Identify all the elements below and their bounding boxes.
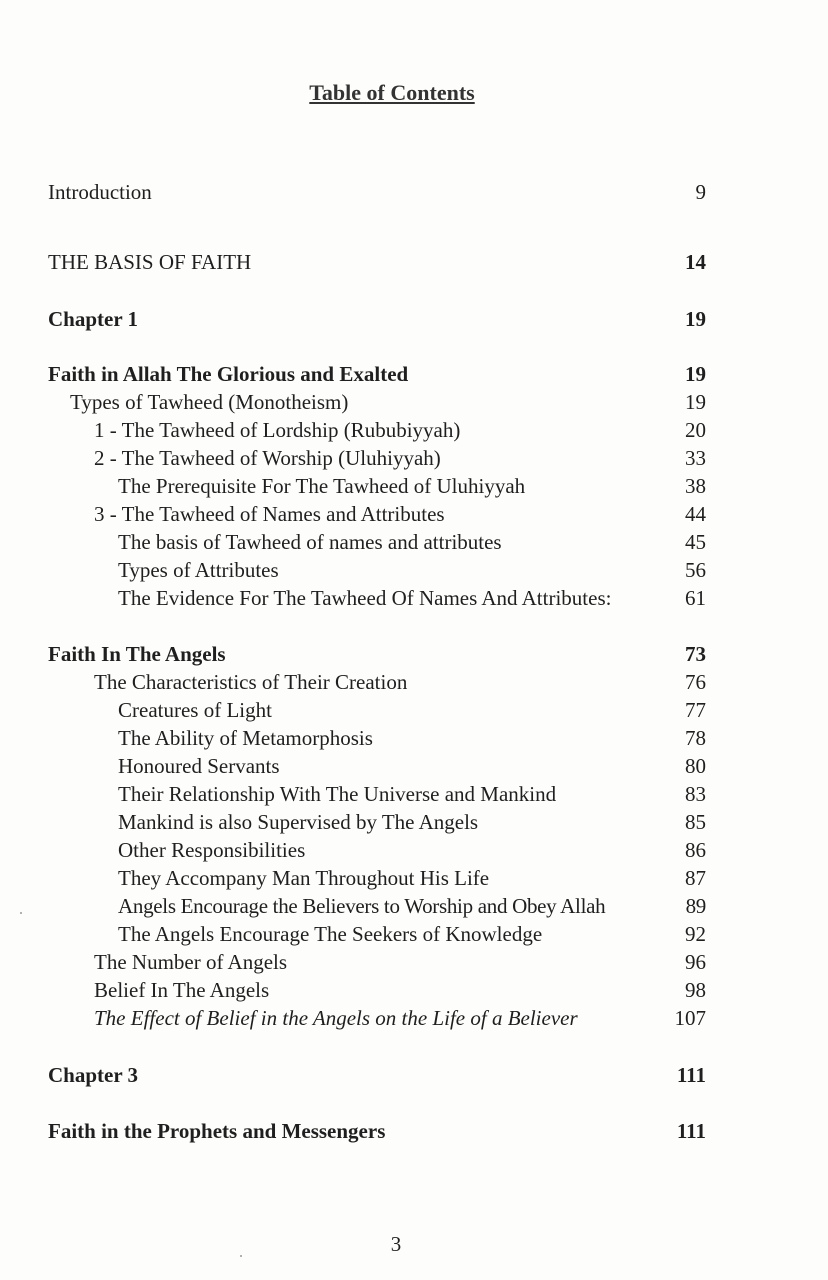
toc-label: The Effect of Belief in the Angels on the Life of a Believer [94,1006,578,1030]
toc-entry [48,416,706,444]
toc-label: Types of Tawheed (Monotheism) [70,390,349,414]
toc-label: Types of Attributes [118,558,279,582]
scan-speck [20,912,22,914]
toc-label: 1 - The Tawheed of Lordship (Rububiyyah) [94,418,461,442]
toc-label: Belief In The Angels [94,978,270,1002]
toc-entry [48,388,706,416]
toc-entry-faith-in-angels [48,640,706,668]
toc-entry-chapter-1 [48,305,706,333]
toc-entry [48,892,706,920]
toc-label: Chapter 3 [48,1063,139,1087]
toc-entry [48,1004,706,1032]
toc-page: 19 [685,362,706,386]
toc-label: They Accompany Man Throughout His Life [118,866,490,890]
toc-entry-chapter-3 [48,1061,706,1089]
toc-entry [48,948,706,976]
toc-label: Mankind is also Supervised by The Angels [118,810,479,834]
toc-entry-basis-of-faith [48,248,706,276]
toc-label: Introduction [48,180,152,204]
toc-label: The basis of Tawheed of names and attributes [118,530,502,554]
toc-label: Faith In The Angels [48,642,226,666]
toc-label: 2 - The Tawheed of Worship (Uluhiyyah) [94,446,441,470]
page-number: 3 [390,1232,402,1256]
toc-label: Other Responsibilities [118,838,306,862]
toc-label: The Ability of Metamorphosis [118,726,373,750]
toc-page: 111 [676,1063,706,1087]
toc-page: 86 [685,838,706,862]
toc-label: Their Relationship With The Universe and Mankind [118,782,557,806]
toc-label: Creatures of Light [118,698,272,722]
toc-page: 73 [685,642,706,666]
toc-page: 9 [695,180,706,204]
toc-page: 19 [685,390,706,414]
toc-entry [48,752,706,780]
toc-entry-introduction [48,178,706,206]
toc-label: 3 - The Tawheed of Names and Attributes [94,502,445,526]
toc-page: 61 [685,586,706,610]
toc-label: Honoured Servants [118,754,280,778]
toc-entry [48,724,706,752]
toc-page: 92 [685,922,706,946]
toc-label: THE BASIS OF FAITH [48,250,252,274]
toc-label: The Characteristics of Their Creation [94,670,408,694]
toc-page: 96 [685,950,706,974]
toc-entry [48,500,706,528]
toc-entry [48,808,706,836]
toc-entry [48,696,706,724]
toc-page: 44 [685,502,706,526]
toc-page: 56 [685,558,706,582]
toc-label: The Evidence For The Tawheed Of Names And Attributes: [118,586,612,610]
toc-page: 89 [685,894,706,918]
toc-page: 77 [685,698,706,722]
toc-entry [48,976,706,1004]
toc-page: 33 [685,446,706,470]
toc-page: 20 [685,418,706,442]
toc-page: 85 [685,810,706,834]
toc-page: 14 [685,250,706,274]
toc-page: 45 [685,530,706,554]
toc-entry [48,668,706,696]
page-title: Table of Contents [309,80,475,105]
toc-entry-faith-in-allah [48,360,706,388]
toc-entry [48,528,706,556]
toc-entry [48,836,706,864]
toc-label: Faith in the Prophets and Messengers [48,1119,386,1143]
toc-label: Faith in Allah The Glorious and Exalted [48,362,409,386]
toc-label: The Angels Encourage The Seekers of Knowledge [118,922,543,946]
toc-label: Angels Encourage the Believers to Worship and Obey Allah [118,894,606,918]
toc-entry-faith-in-prophets [48,1117,706,1145]
toc-page: 111 [676,1119,706,1143]
toc-page: 98 [685,978,706,1002]
scan-speck [240,1255,242,1257]
toc-entry [48,444,706,472]
toc-page: 78 [685,726,706,750]
toc-page: 83 [685,782,706,806]
toc-page: 76 [685,670,706,694]
toc-page: 80 [685,754,706,778]
toc-page: 19 [685,307,706,331]
toc-entry [48,780,706,808]
toc-label: Chapter 1 [48,307,139,331]
toc-entry [48,584,706,612]
toc-label: The Prerequisite For The Tawheed of Uluhiyyah [118,474,526,498]
toc-page: 38 [685,474,706,498]
toc-entry [48,556,706,584]
toc-label: The Number of Angels [94,950,288,974]
toc-entry [48,864,706,892]
toc-entry [48,472,706,500]
toc-entry [48,920,706,948]
toc-page: 107 [674,1006,706,1030]
toc-page: 87 [685,866,706,890]
